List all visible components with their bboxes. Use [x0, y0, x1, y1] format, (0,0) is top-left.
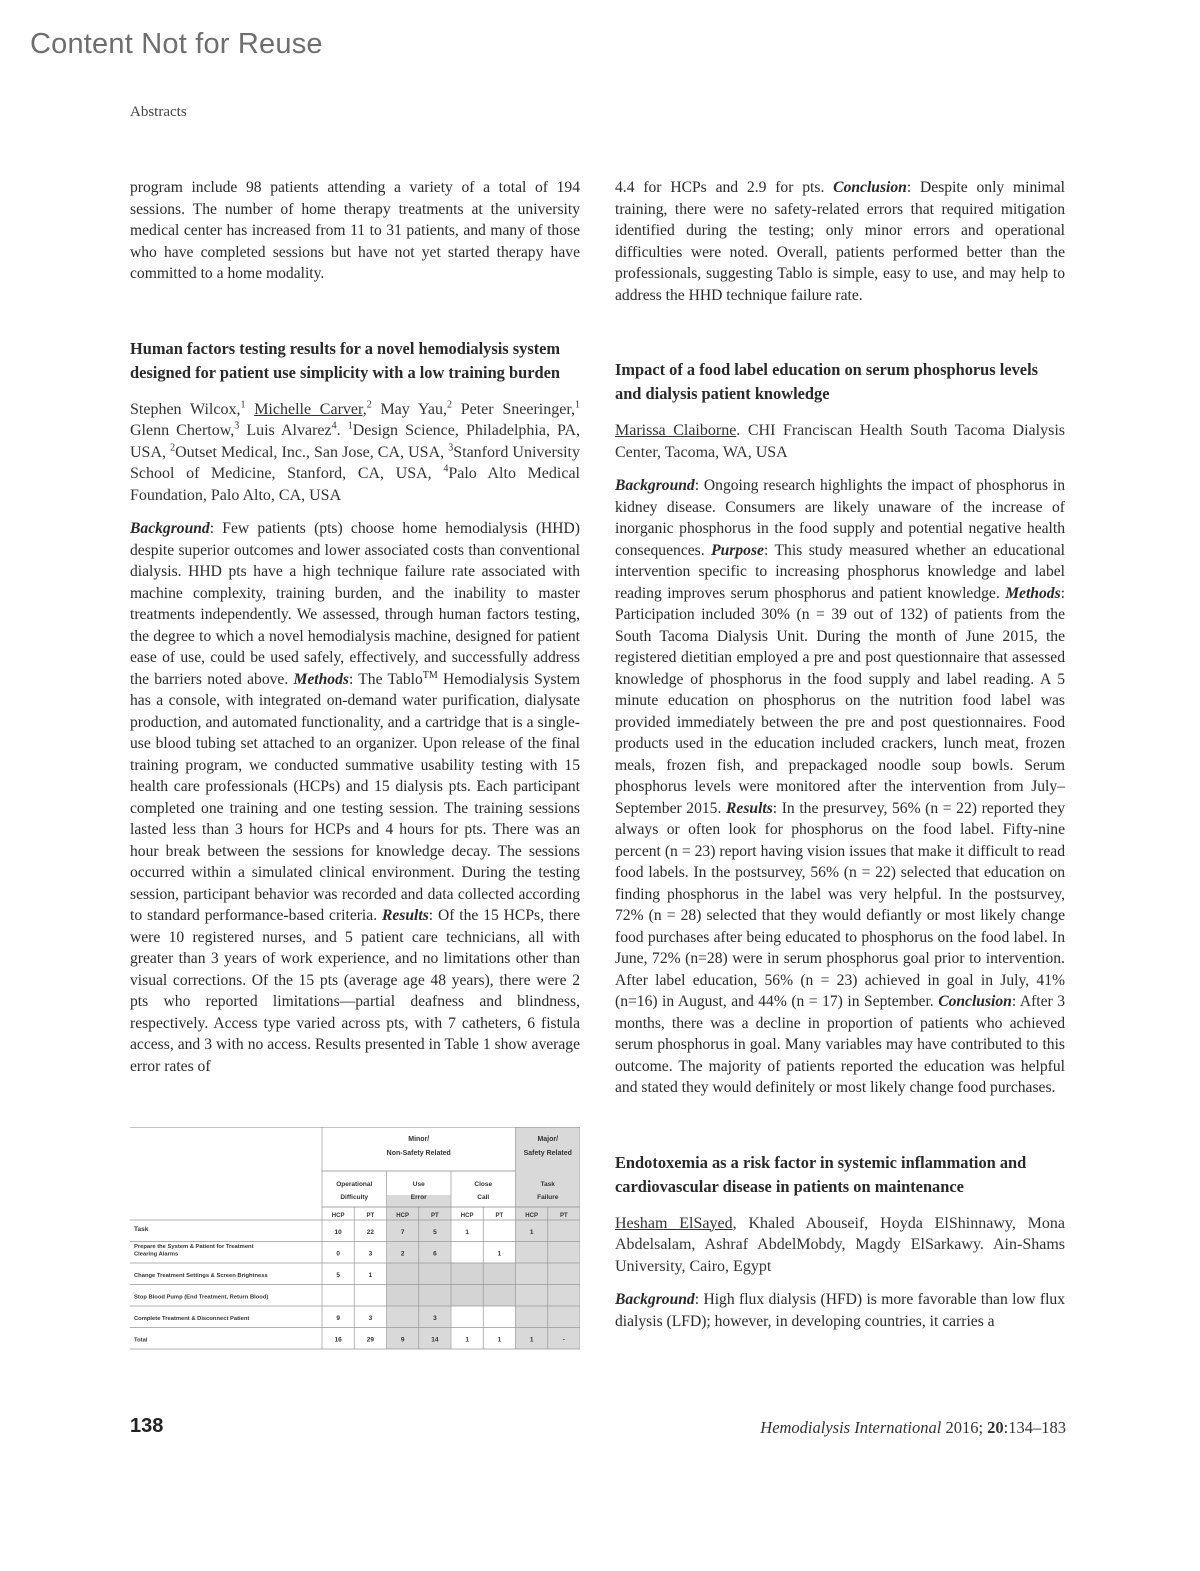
table-cell: 9 [400, 1336, 405, 1344]
table-cell: 0 [336, 1250, 340, 1258]
table-cell: 5 [336, 1272, 340, 1279]
table-col-header: HCP [460, 1213, 474, 1219]
results-table [130, 1127, 580, 1367]
running-head: Abstracts [130, 104, 187, 120]
table-subheader: Use [412, 1181, 425, 1188]
table-subheader: Difficulty [340, 1194, 369, 1201]
right-column [615, 177, 1065, 1332]
table-col-header: HCP [525, 1213, 538, 1219]
left-column [130, 177, 580, 1077]
table-cell: 29 [366, 1336, 374, 1344]
table-cell: 3 [368, 1315, 373, 1322]
table-group-header: Non-Safety Related [386, 1150, 451, 1157]
table-col-header: PT [366, 1213, 375, 1219]
table-cell: - [562, 1336, 565, 1344]
table-col-header: HCP [396, 1213, 409, 1219]
abstract-title: Endotoxemia as a risk factor in systemic inflammation and cardiovascular disease in patients on maintenance [615, 1152, 1027, 1196]
table-cell: 3 [433, 1315, 437, 1322]
table-cell: 2 [400, 1250, 405, 1258]
abstract-body: Background: Ongoing research highlights the impact of phosphorus in kidney disease. Consumers are likely unaware of the increase of inorganic phosphorus in the food supply and potential negative health consequences. Purpose: This study measured whether an educational intervention specific to increasing phosphorus knowledge and label reading improves serum phosphorus and patient knowledge. Methods: Participation included 30% (n = 39 out of 132) of patients from the South Tacoma Dialysis Unit. During the month of June 2015, the registered dietitian employed a pre and post questionnaire that assessed knowledge of phosphorus in the food supply and label reading. A 5 minute education on phosphorus on the nutrition food label was provided immediately between the pre and post questionnaires. Food products used in the education included crackers, lunch meat, frozen meals, frozen fish, and prepackaged noodle soup bowls. Serum phosphorus levels were monitored after the intervention from July–September 2015. Results: In the presurvey, 56% (n = 22) reported they always or often look for phosphorus on the food label. Fifty-nine percent (n = 23) report having vision issues that make it difficult to read food labels. In the postsurvey, 56% (n = 22) selected that education on finding phosphorus in the label was very helpful. In the postsurvey, 72% (n = 28) selected that they would defiantly or most likely change food purchases after being educated to phosphorus on the food label. In June, 72% (n=28) were in serum phosphorus goal prior to intervention. After label education, 56% (n = 23) achieved in goal in July, 41% (n=16) in August, and 44% (n = 17) in September. Conclusion: After 3 months, there was a decline in proportion of patients who achieved serum phosphorus in goal. Many variables may have contributed to this outcome. The majority of patients reported the education was helpful and stated they would definitely or most likely change food purchases. [615, 477, 1066, 1096]
table-subheader: Failure [537, 1194, 559, 1201]
table-cell: 10 [334, 1229, 342, 1236]
continued-text: program include 98 patients attending a variety of a total of 194 sessions. The number of home therapy treatments at the university medical center has increased from 11 to 31 patients, and many of those who have completed sessions but have not yet started therapy have committed to a home modality. [130, 179, 580, 282]
author-list: Hesham ElSayed, Khaled Abouseif, Hoyda ElShinnawy, Mona Abdelsalam, Ashraf AbdelMobdy, Magdy ElSarkawy. Ain-Shams University, Cairo, Egypt [615, 1214, 1066, 1275]
table-row-label: Total [134, 1337, 148, 1344]
table-subheader: Task [540, 1181, 555, 1188]
table-cell: 3 [368, 1250, 373, 1258]
abstract-body: Background: Few patients (pts) choose home hemodialysis (HHD) despite superior outcomes and lower associated costs than conventional dialysis. HHD pts have a high technique failure rate associated with machine complexity, training burden, and the inability to master treatments independently. We assessed, through human factors testing, the degree to which a novel hemodialysis machine, designed for patient ease of use, could be used safely, effectively, and successfully address the barriers noted above. Methods: The Tablo™ Hemodialysis System has a console, with integrated on-demand water purification, dialysate production, and automated functionality, and a cartridge that is a single-use blood tubing set attached to an organizer. Upon release of the final training program, we conducted summative usability testing with 15 health care professionals (HCPs) and 15 dialysis pts. Each participant completed one training and one testing session. The training sessions lasted less than 3 hours for HCPs and 4 hours for pts. There was an hour break between the sessions for knowledge decay. The sessions occurred within a simulated clinical environment. During the testing session, participant behavior was recorded and data collected according to standard performance-based criteria. Results: Of the 15 HCPs, there were 10 registered nurses, and 5 patient care technicians, all with greater than 3 years of work experience, and no limitations other than visual corrections. Of the 15 pts (average age 48 years), there were 2 pts who reported limitations—partial deafness and blindness, respectively. Access type varied across pts, with 7 catheters, 6 fistula access, and 3 with no access. Results presented in Table 1 show average error rates of [130, 520, 581, 1075]
table-cell: 1 [368, 1272, 373, 1279]
journal-citation: Hemodialysis International 2016; 20:134–183 [760, 1418, 1066, 1437]
table-row-label: Prepare the System & Patient for Treatment [134, 1244, 254, 1250]
table-task-header: Task [134, 1226, 149, 1233]
table-cell: 22 [366, 1229, 374, 1236]
table-subheader: Operational [336, 1181, 373, 1188]
abstract-title: Impact of a food label education on serum phosphorus levels and dialysis patient knowledge [615, 360, 1039, 403]
abstract-title: Human factors testing results for a novel hemodialysis system designed for patient use simplicity with a low training burden [130, 338, 561, 382]
watermark: Content Not for Reuse [30, 28, 323, 60]
table-row-label: Clearing Alarms [134, 1251, 179, 1258]
table-cell: 1 [529, 1336, 534, 1344]
table-subheader: Close [474, 1181, 493, 1188]
table-col-header: PT [495, 1213, 504, 1219]
abstract-body: Background: High flux dialysis (HFD) is more favorable than low flux dialysis (LFD); however, in developing countries, it carries a [615, 1291, 1065, 1330]
table-group-header: Safety Related [523, 1150, 572, 1157]
table-cell: 1 [529, 1229, 534, 1236]
table-cell: 5 [433, 1229, 437, 1236]
table-col-header: PT [560, 1213, 568, 1219]
continued-text: 4.4 for HCPs and 2.9 for pts. Conclusion: Despite only minimal training, there were no safety-related errors that required mitigation identified during the testing; only minor errors and operational difficulties were noted. Overall, patients performed better than the professionals, suggesting Tablo is simple, easy to use, and may help to address the HHD technique failure rate. [615, 179, 1065, 304]
table-cell: 14 [431, 1336, 439, 1344]
table-row-label: Change Treatment Settings & Screen Brightness [134, 1273, 268, 1279]
table-group-header: Major/ [537, 1136, 559, 1143]
table-cell: 9 [336, 1315, 340, 1322]
table-col-header: HCP [331, 1213, 345, 1219]
table-cell: 1 [465, 1229, 469, 1236]
table-cell: 7 [400, 1229, 405, 1236]
table-group-header: Minor/ [408, 1136, 430, 1143]
table-cell: 1 [497, 1250, 502, 1258]
page-number: 138 [130, 1415, 164, 1437]
author-list: Marissa Claiborne. CHI Franciscan Health South Tacoma Dialysis Center, Tacoma, WA, USA [615, 422, 1065, 461]
author-list: Stephen Wilcox,$^1$ Michelle Carver,$^2$ May Yau,$^2$ Peter Sneeringer,$^1$ Glenn Chertow,$^3$ Luis Alvarez$^4$. $^1$Design Science, Philadelphia, PA, USA, $^2$Outset Medical, Inc., San Jose, CA, USA, $^3$Stanford University School of Medicine, Stanford, CA, USA, $^4$Palo Alto Medical Foundation, Palo Alto, CA, USA [130, 399, 581, 504]
table-cell: 16 [334, 1336, 342, 1344]
table-col-header: PT [431, 1213, 439, 1219]
table-subheader: Error [410, 1194, 427, 1201]
table-cell: 1 [497, 1336, 502, 1344]
table-cell: 1 [465, 1336, 469, 1344]
table-row-label: Complete Treatment & Disconnect Patient [134, 1316, 250, 1322]
table-subheader: Call [477, 1194, 490, 1201]
table-row-label: Stop Blood Pump (End Treatment, Return Blood) [134, 1294, 269, 1301]
table-cell: 6 [433, 1250, 437, 1258]
